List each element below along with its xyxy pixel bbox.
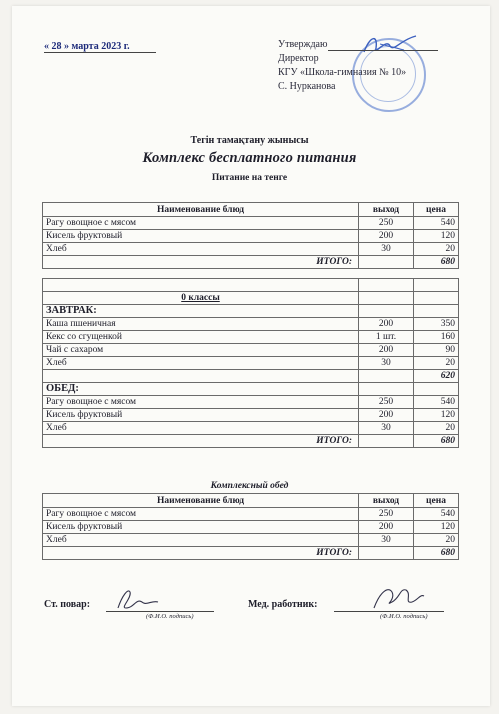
medic-caption: (Ф.И.О. подпись) [380,613,428,620]
total-value: 680 [414,256,459,269]
dish-price: 120 [414,521,459,534]
dish-price: 20 [414,422,459,435]
total-row [43,547,459,560]
dish-name: Кисель фруктовый [43,409,359,422]
dish-name: Кисель фруктовый [43,230,359,243]
dish-name: Хлеб [43,357,359,370]
dish-output: 250 [359,396,414,409]
table-row [43,409,459,422]
class-label: 0 классы [43,292,359,305]
dish-price: 540 [414,396,459,409]
column-header: выход [359,203,414,217]
dish-name: Хлеб [43,422,359,435]
approval-line: Утверждаю [278,39,328,50]
section-row [43,305,459,318]
table-row [43,357,459,370]
dish-output: 250 [359,217,414,230]
total-row [43,256,459,269]
class-row [43,292,459,305]
approval-line: С. Нурканова [278,81,336,92]
cook-label: Ст. повар: [44,599,91,610]
approval-block [278,38,406,94]
dish-output: 1 шт. [359,331,414,344]
menu-table-lunch [42,493,459,560]
table-header-row [43,494,459,508]
breakfast-label: ЗАВТРАК: [43,305,359,318]
dish-output: 200 [359,521,414,534]
subtotal-row [43,370,459,383]
dish-name: Чай с сахаром [43,344,359,357]
dish-price: 90 [414,344,459,357]
menu-table-class-0 [42,278,459,448]
subtitle: Питание на тенге [211,173,288,183]
total-value: 680 [414,547,459,560]
dish-name: Кисель фруктовый [43,521,359,534]
dish-output: 200 [359,230,414,243]
table-row [43,508,459,521]
medic-label: Мед. работник: [248,599,318,610]
dish-output: 30 [359,357,414,370]
dish-output: 250 [359,508,414,521]
title-kazakh: Тегін тамақтану жынысы [190,135,309,146]
table-row [43,344,459,357]
dish-price: 540 [414,508,459,521]
table-row [43,230,459,243]
table-row [43,243,459,256]
column-header: Наименование блюд [43,203,359,217]
section-row [43,383,459,396]
dish-output: 30 [359,243,414,256]
dish-price: 20 [414,243,459,256]
total-label: ИТОГО: [43,547,359,560]
table-row [43,422,459,435]
dish-output: 200 [359,344,414,357]
dish-name: Рагу овощное с мясом [43,217,359,230]
dish-price: 160 [414,331,459,344]
dish-price: 540 [414,217,459,230]
column-header: выход [359,494,414,508]
table-row [43,217,459,230]
table-row [43,521,459,534]
dish-output: 200 [359,409,414,422]
table-row [43,331,459,344]
table-row [43,396,459,409]
dish-price: 20 [414,534,459,547]
dish-output: 200 [359,318,414,331]
lunch-label: ОБЕД: [43,383,359,396]
dish-price: 350 [414,318,459,331]
page-title: Комплекс бесплатного питания [142,150,357,166]
table-row [43,318,459,331]
table-header-row [43,203,459,217]
dish-price: 20 [414,357,459,370]
approval-line: Директор [278,53,319,64]
menu-table-free [42,202,459,269]
dish-name: Рагу овощное с мясом [43,508,359,521]
total-value: 680 [414,435,459,448]
cook-signature [112,586,162,612]
approval-underline [328,50,438,51]
column-header: цена [414,494,459,508]
approval-line: КГУ «Школа-гимназия № 10» [278,67,407,78]
column-header: Наименование блюд [43,494,359,508]
total-row [43,435,459,448]
dish-price: 120 [414,409,459,422]
document-date: « 28 » марта 2023 г. [44,41,130,52]
dish-name: Кекс со сгущенкой [43,331,359,344]
dish-price: 120 [414,230,459,243]
dish-output: 30 [359,534,414,547]
lunch-section-title: Комплексный обед [210,481,289,491]
breakfast-total: 620 [414,370,459,383]
total-label: ИТОГО: [43,435,359,448]
column-header: цена [414,203,459,217]
table-row [43,534,459,547]
medic-signature [370,582,426,612]
dish-output: 30 [359,422,414,435]
cook-caption: (Ф.И.О. подпись) [146,613,194,620]
date-underline [44,52,156,53]
dish-name: Каша пшеничная [43,318,359,331]
dish-name: Рагу овощное с мясом [43,396,359,409]
total-label: ИТОГО: [43,256,359,269]
dish-name: Хлеб [43,243,359,256]
dish-name: Хлеб [43,534,359,547]
